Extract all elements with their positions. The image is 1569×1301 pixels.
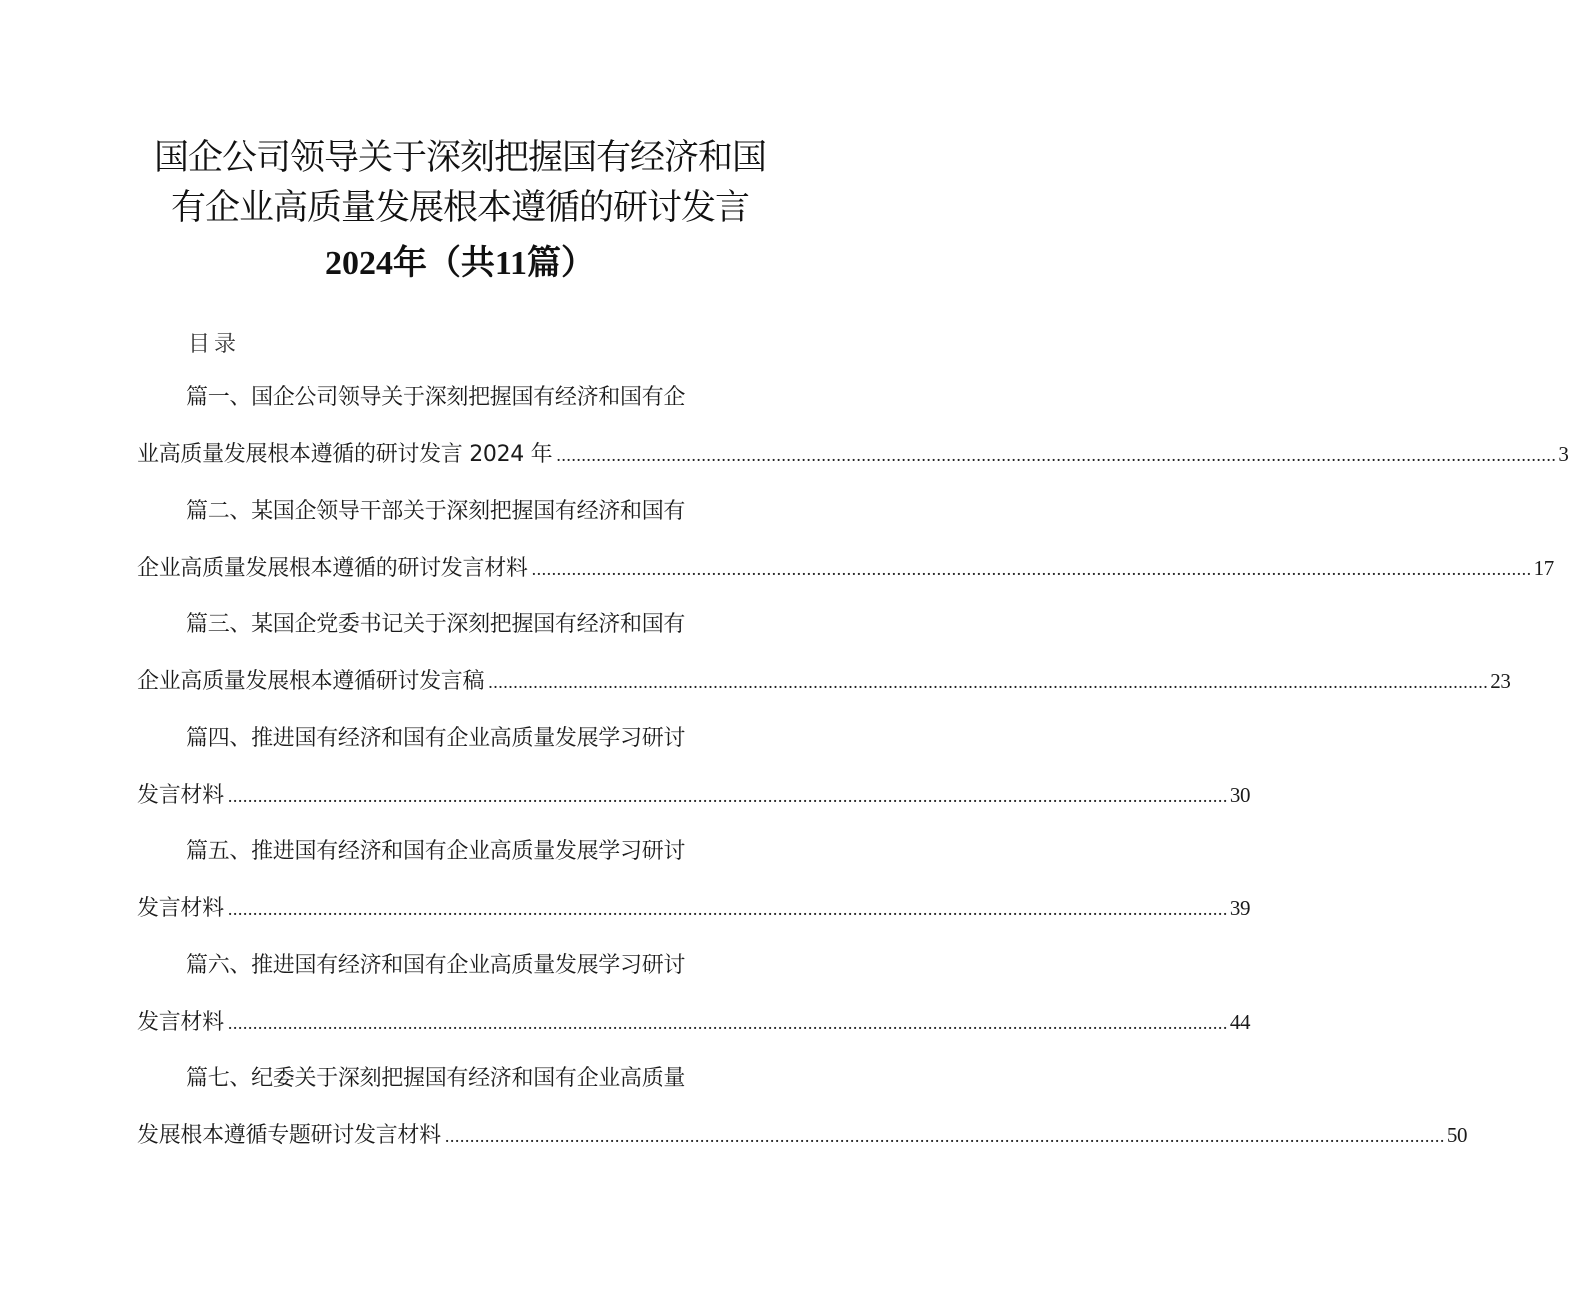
toc-entry-title-continuation: 发言材料 bbox=[137, 896, 224, 921]
toc-entry-title-continuation: 企业高质量发展根本遵循的研讨发言材料 bbox=[137, 556, 528, 581]
toc-entry-continuation bbox=[137, 892, 1251, 925]
toc-entry-title-continuation: 发言材料 bbox=[137, 783, 224, 808]
document-title-line-2: 有企业高质量发展根本遵循的研讨发言 bbox=[170, 188, 749, 228]
toc-entry-title-continuation: 企业高质量发展根本遵循研讨发言稿 bbox=[137, 669, 485, 694]
toc-entry-title-line: 篇六、推进国有经济和国有企业高质量发展学习研讨 bbox=[186, 953, 686, 978]
toc-entry-continuation bbox=[137, 779, 1251, 812]
toc-entry-title-line: 篇四、推进国有经济和国有企业高质量发展学习研讨 bbox=[186, 726, 686, 751]
toc-page-number: 30 bbox=[1229, 783, 1251, 807]
toc-entry-title-line: 篇五、推进国有经济和国有企业高质量发展学习研讨 bbox=[186, 839, 686, 864]
toc-entry-continuation bbox=[137, 665, 1511, 698]
toc-page-number: 44 bbox=[1229, 1010, 1251, 1034]
toc-page-number: 23 bbox=[1490, 669, 1511, 693]
dot-leader: ........................................................................................................................................................................................................ bbox=[227, 786, 1228, 806]
toc-entry-continuation bbox=[137, 1119, 1468, 1152]
toc-entry-continuation bbox=[137, 552, 1555, 585]
toc-entry-title-line: 篇三、某国企党委书记关于深刻把握国有经济和国有 bbox=[186, 612, 686, 637]
document-title-line-3: 2024年（共11篇） bbox=[324, 245, 596, 282]
dot-leader: ........................................................................................................................................................................................................ bbox=[227, 1013, 1228, 1033]
toc-page-number: 3 bbox=[1558, 442, 1569, 466]
dot-leader: ........................................................................................................................................................................................................ bbox=[531, 559, 1532, 579]
dot-leader: ........................................................................................................................................................................................................ bbox=[556, 445, 1557, 465]
dot-leader: ........................................................................................................................................................................................................ bbox=[444, 1126, 1445, 1146]
toc-entry-title-line: 篇七、纪委关于深刻把握国有经济和国有企业高质量 bbox=[186, 1066, 686, 1091]
toc-page-number: 17 bbox=[1533, 556, 1555, 580]
toc-entry-title-line: 篇一、国企公司领导关于深刻把握国有经济和国有企 bbox=[186, 385, 686, 410]
toc-page-number: 39 bbox=[1229, 896, 1251, 920]
dot-leader: ........................................................................................................................................................................................................ bbox=[227, 899, 1228, 919]
dot-leader: ........................................................................................................................................................................................................ bbox=[488, 672, 1489, 692]
toc-entry-continuation bbox=[137, 438, 1569, 471]
toc-entry-title-continuation: 发展根本遵循专题研讨发言材料 bbox=[137, 1123, 441, 1148]
toc-entry-title-continuation: 发言材料 bbox=[137, 1010, 224, 1035]
toc-page-number: 50 bbox=[1446, 1123, 1468, 1147]
document-title-line-1: 国企公司领导关于深刻把握国有经济和国 bbox=[153, 138, 766, 178]
toc-entry-title-continuation: 业高质量发展根本遵循的研讨发言 2024 年 bbox=[137, 442, 553, 467]
toc-entry-continuation bbox=[137, 1006, 1251, 1039]
toc-entry-title-line: 篇二、某国企领导干部关于深刻把握国有经济和国有 bbox=[186, 499, 686, 524]
toc-heading: 目录 bbox=[188, 332, 241, 357]
